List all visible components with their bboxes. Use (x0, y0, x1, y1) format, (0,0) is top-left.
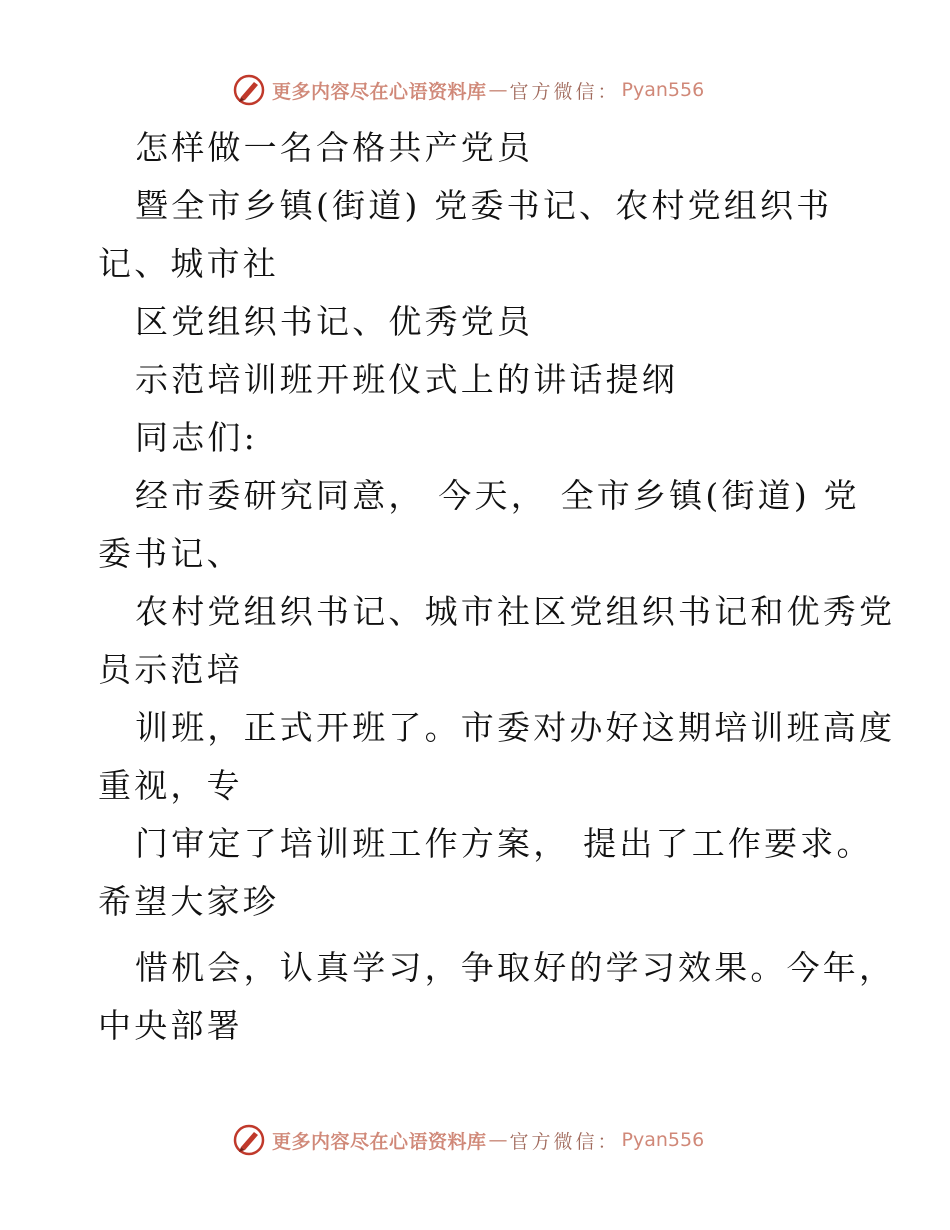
document-line: 希望大家珍 (98, 882, 279, 921)
watermark-wechat-id: Pyan556 (621, 1129, 705, 1151)
watermark-site-text: 更多内容尽在心语资料库 (272, 1130, 487, 1153)
document-line: 委书记、 (98, 534, 243, 573)
document-line: 农村党组织书记、城市社区党组织书记和优秀党 (135, 592, 896, 631)
document-title: 怎样做一名合格共产党员 (135, 128, 534, 167)
pen-logo-icon (232, 1123, 266, 1157)
document-line: 经市委研究同意， 今天， 全市乡镇(街道) 党 (135, 476, 860, 515)
header-watermark (232, 72, 752, 108)
document-line: 暨全市乡镇(街道) 党委书记、农村党组织书 (135, 186, 833, 225)
salutation: 同志们: (135, 418, 258, 457)
document-line: 区党组织书记、优秀党员 (135, 302, 534, 341)
watermark-dash: — (488, 79, 508, 101)
watermark-wechat-id: Pyan556 (621, 79, 705, 101)
watermark-dash: — (488, 1129, 508, 1151)
pen-logo-icon (232, 73, 266, 107)
watermark-site-text: 更多内容尽在心语资料库 (272, 80, 487, 103)
document-line: 员示范培 (98, 650, 243, 689)
footer-watermark (232, 1122, 752, 1158)
document-line: 惜机会，认真学习，争取好的学习效果。今年， (135, 948, 896, 987)
document-line: 训班，正式开班了。市委对办好这期培训班高度 (135, 708, 896, 747)
watermark-wechat-label: 官方微信： (509, 1130, 620, 1153)
document-line: 示范培训班开班仪式上的讲话提纲 (135, 360, 678, 399)
document-line: 重视，专 (98, 766, 243, 805)
document-line: 记、城市社 (98, 244, 279, 283)
document-line: 门审定了培训班工作方案， 提出了工作要求。 (135, 824, 873, 863)
watermark-wechat-label: 官方微信： (509, 80, 620, 103)
document-line: 中央部署 (98, 1006, 243, 1045)
